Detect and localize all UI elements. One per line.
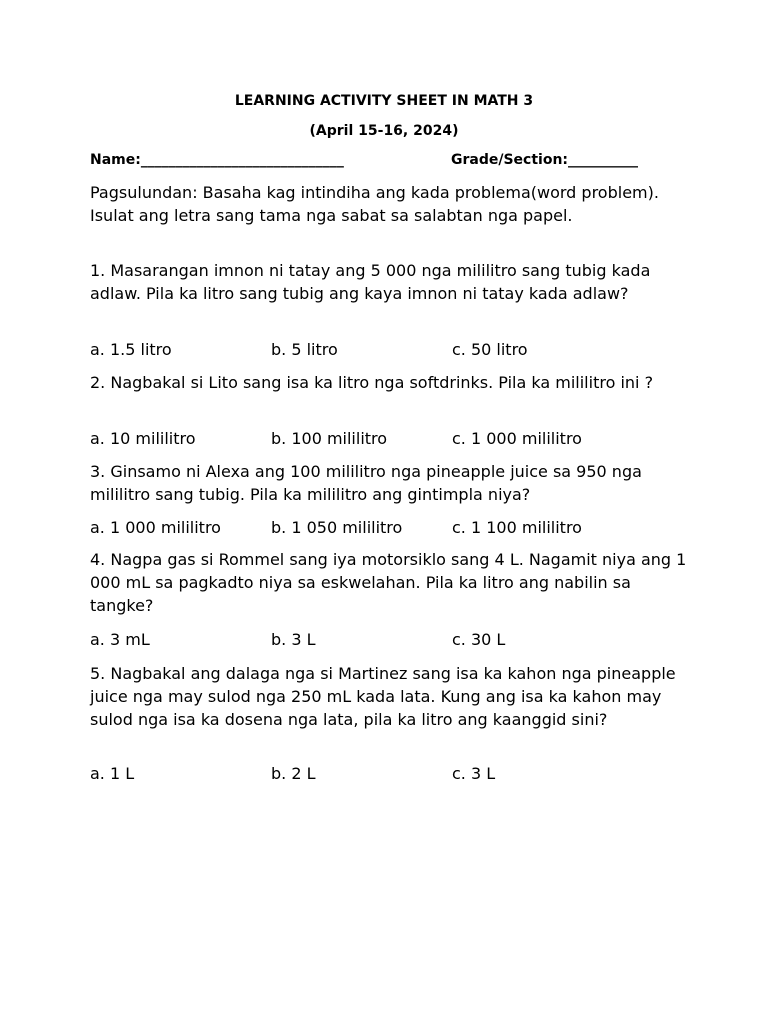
choice-a: a. 10 mililitro [90,429,196,448]
question-2: 2. Nagbakal si Lito sang isa ka litro nga softdrinks. Pila ka mililitro ini ? [90,373,654,392]
question-4-choices [90,628,690,651]
question-3-choices [90,516,690,539]
choice-b: b. 3 L [271,630,316,649]
student-info-row [90,152,690,172]
choice-c: c. 3 L [452,764,496,783]
question-3: 3. Ginsamo ni Alexa ang 100 mililitro nga pineapple juice sa 950 nga mililitro sang tubig. Pila ka mililitro ang gintimpla niya? [90,462,642,504]
question-2-choices [90,427,690,450]
choice-b: b. 100 mililitro [271,429,388,448]
choice-a: a. 3 mL [90,630,150,649]
grade-section-field: Grade/Section:__________ [451,152,639,168]
choice-a: a. 1 L [90,764,135,783]
question-5-choices [90,762,690,785]
instructions-paragraph: Pagsulundan: Basaha kag intindiha ang kada problema(word problem). Isulat ang letra sang tama nga sabat sa salabtan nga papel. [90,183,659,225]
choice-b: b. 1 050 mililitro [271,518,403,537]
name-field: Name:_____________________________ [90,152,344,168]
question-1: 1. Masarangan imnon ni tatay ang 5 000 nga mililitro sang tubig kada adlaw. Pila ka litro sang tubig ang kaya imnon ni tatay kada adlaw? [90,261,651,303]
sheet-title: LEARNING ACTIVITY SHEET IN MATH 3 [234,93,534,109]
question-4: 4. Nagpa gas si Rommel sang iya motorsiklo sang 4 L. Nagamit niya ang 1 000 mL sa pagkadto niya sa eskwelahan. Pila ka litro ang nabilin sa tangke? [90,550,687,615]
choice-c: c. 30 L [452,630,506,649]
question-1-choices [90,338,690,361]
choice-b: b. 5 litro [271,340,338,359]
choice-c: c. 50 litro [452,340,528,359]
choice-c: c. 1 100 mililitro [452,518,582,537]
choice-c: c. 1 000 mililitro [452,429,582,448]
sheet-date: (April 15-16, 2024) [309,123,459,139]
question-5: 5. Nagbakal ang dalaga nga si Martinez sang isa ka kahon nga pineapple juice nga may sulod nga 250 mL kada lata. Kung ang isa ka kahon may sulod nga isa ka dosena nga lata, pila ka litro ang kaanggid sini? [90,664,676,729]
choice-a: a. 1.5 litro [90,340,172,359]
choice-a: a. 1 000 mililitro [90,518,221,537]
choice-b: b. 2 L [271,764,316,783]
